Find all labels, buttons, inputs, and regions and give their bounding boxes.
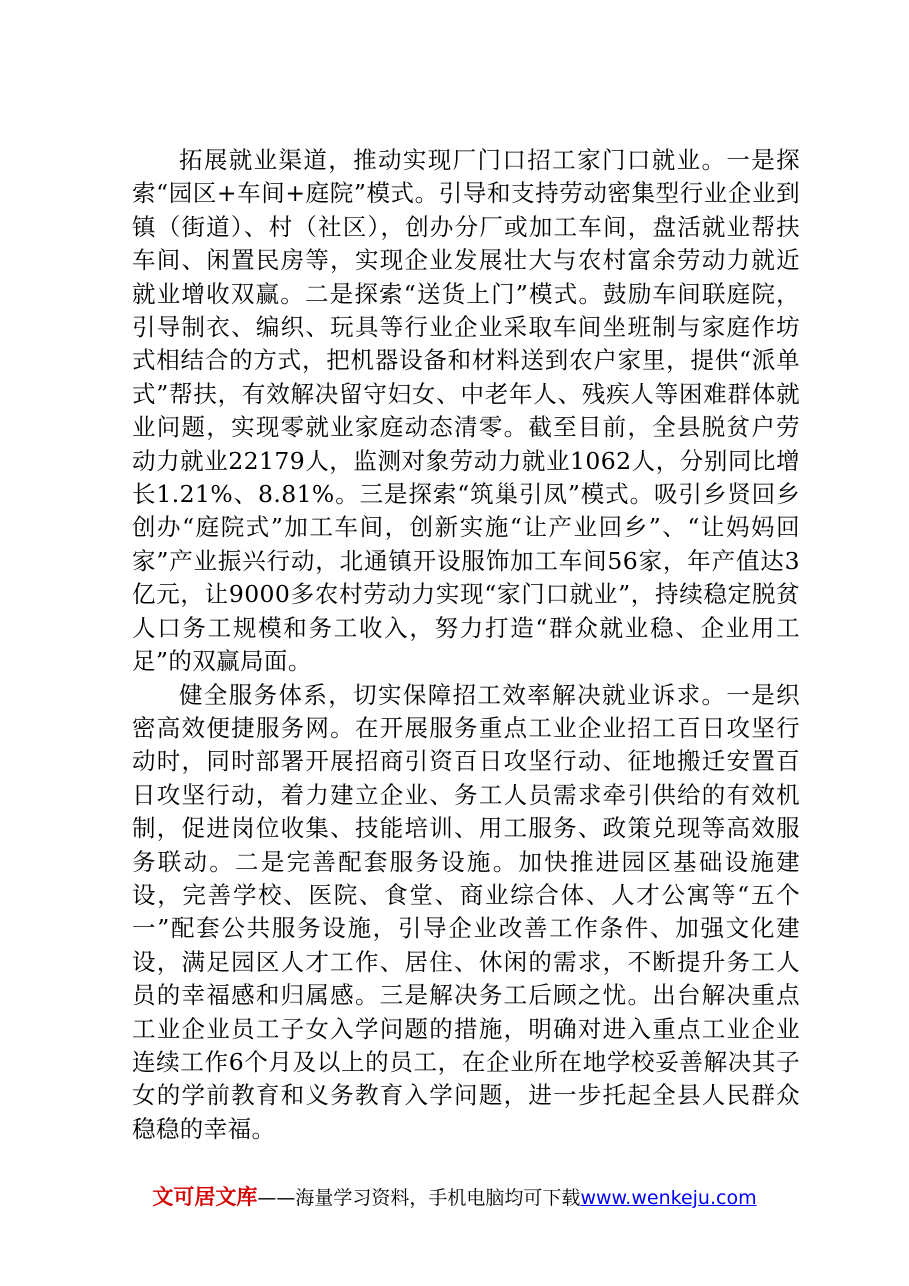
- document-body: [132, 144, 800, 1146]
- footer-brand: 文可居文库: [152, 1185, 258, 1209]
- footer-website-link[interactable]: www.wenkeju.com: [580, 1187, 757, 1209]
- paragraph-employment-channels: 拓展就业渠道，推动实现厂门口招工家门口就业。一是探索“园区+车间+庭院”模式。引导和支持劳动密集型行业企业到镇（街道）、村（社区），创办分厂或加工车间，盘活就业帮扶车间、闲置民房等，实现企业发展壮大与农村富余劳动力就近就业增收双赢。二是探索“送货上门”模式。鼓励车间联庭院，引导制衣、编织、玩具等行业企业采取车间坐班制与家庭作坊式相结合的方式，把机器设备和材料送到农户家里，提供“派单式”帮扶，有效解决留守妇女、中老年人、残疾人等困难群体就业问题，实现零就业家庭动态清零。截至目前，全县脱贫户劳动力就业22179人，监测对象劳动力就业1062人，分别同比增长1.21%、8.81%。三是探索“筑巢引凤”模式。吸引乡贤回乡创办“庭院式”加工车间，创新实施“让产业回乡”、“让妈妈回家”产业振兴行动，北通镇开设服饰加工车间56家，年产值达3亿元，让9000多农村劳动力实现“家门口就业”，持续稳定脱贫人口务工规模和务工收入，努力打造“群众就业稳、企业用工足”的双赢局面。: [132, 146, 800, 676]
- paragraph-service-system: 健全服务体系，切实保障招工效率解决就业诉求。一是织密高效便捷服务网。在开展服务重点工业企业招工百日攻坚行动时，同时部署开展招商引资百日攻坚行动、征地搬迁安置百日攻坚行动，着力建立企业、务工人员需求牵引供给的有效机制，促进岗位收集、技能培训、用工服务、政策兑现等高效服务联动。二是完善配套服务设施。加快推进园区基础设施建设，完善学校、医院、食堂、商业综合体、人才公寓等“五个一”配套公共服务设施，引导企业改善工作条件、加强文化建设，满足园区人才工作、居住、休闲的需求，不断提升务工人员的幸福感和归属感。三是解决务工后顾之忧。出台解决重点工业企业员工子女入学问题的措施，明确对进入重点工业企业连续工作6个月及以上的员工，在企业所在地学校妥善解决其子女的学前教育和义务教育入学问题，进一步托起全县人民群众稳稳的幸福。: [132, 680, 800, 1143]
- footer-tagline: ——海量学习资料，手机电脑均可下载: [257, 1187, 581, 1209]
- footer-banner: [0, 1184, 909, 1211]
